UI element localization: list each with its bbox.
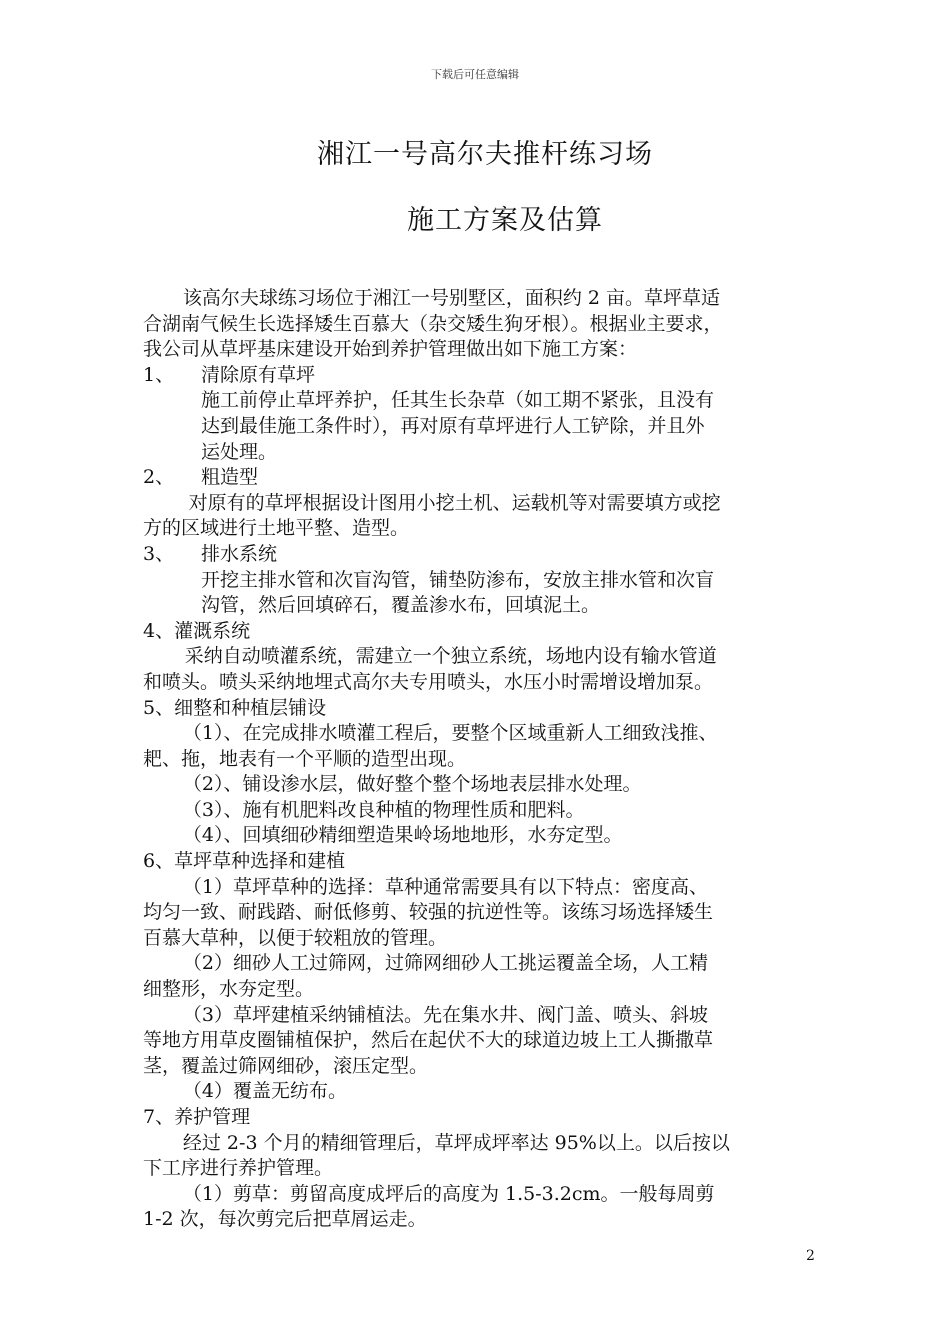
- section-line: （2）、铺设渗水层，做好整个整个场地表层排水处理。: [182, 773, 642, 796]
- section-line: 耙、拖，地表有一个平顺的造型出现。: [143, 747, 467, 770]
- section-line: 对原有的草坪根据设计图用小挖土机、运载机等对需要填方或挖: [188, 491, 721, 514]
- page-header: 下载后可任意编辑: [431, 68, 519, 81]
- section-number: 3、: [143, 542, 175, 565]
- section-line: 和喷头。喷头采纳地埋式高尔夫专用喷头，水压小时需增设增加泵。: [143, 670, 714, 693]
- section-line: （2）细砂人工过筛网，过筛网细砂人工挑运覆盖全场，人工精: [182, 952, 708, 975]
- section-heading: [143, 363, 823, 389]
- section-heading: 6、草坪草种选择和建植: [143, 850, 346, 873]
- section-line: 运处理。: [201, 440, 278, 463]
- section-heading: 5、细整和种植层铺设: [143, 696, 327, 719]
- section-line: （1）剪草：剪留高度成坪后的高度为 1.5-3.2cm。一般每周剪: [182, 1182, 715, 1205]
- section-line: 1-2 次，每次剪完后把草屑运走。: [143, 1208, 427, 1231]
- section-line: （1）草坪草种的选择：草种通常需要具有以下特点：密度高、: [182, 875, 708, 898]
- section-number: 1、: [143, 363, 175, 386]
- section-line: 下工序进行养护管理。: [143, 1157, 334, 1180]
- section-line: （3）草坪建植采纳铺植法。先在集水井、阀门盖、喷头、斜坡: [182, 1003, 708, 1026]
- document-title: 湘江一号高尔夫推杆练习场: [317, 139, 653, 170]
- section-line: （4）覆盖无纺布。: [182, 1080, 347, 1103]
- section-line: 施工前停止草坪养护，任其生长杂草（如工期不紧张，且没有: [201, 389, 715, 412]
- section-heading: [143, 542, 823, 568]
- section-title: 排水系统: [201, 542, 278, 565]
- section-line: 采纳自动喷灌系统，需建立一个独立系统，场地内设有输水管道: [184, 645, 717, 668]
- intro-line: 该高尔夫球练习场位于湘江一号别墅区，面积约 2 亩。草坪草适: [182, 287, 721, 309]
- section-line: （1）、在完成排水喷灌工程后，要整个区域重新人工细致浅推、: [182, 722, 718, 745]
- section-line: 开挖主排水管和次盲沟管，铺垫防渗布，安放主排水管和次盲: [201, 568, 715, 591]
- section-line: 百慕大草种，以便于较粗放的管理。: [143, 926, 448, 949]
- document-body: [143, 286, 823, 1233]
- section-title: 粗造型: [201, 466, 259, 489]
- section-line: （4）、回填细砂精细塑造果岭场地地形，水夯定型。: [182, 824, 623, 847]
- section-heading: 7、养护管理: [143, 1106, 251, 1128]
- section-line: 细整形，水夯定型。: [143, 978, 315, 1001]
- section-line: 等地方用草皮圈铺植保护，然后在起伏不大的球道边坡上工人撕撒草: [143, 1029, 714, 1052]
- section-line: 沟管，然后回填碎石，覆盖渗水布，回填泥土。: [201, 594, 601, 617]
- section-line: 茎，覆盖过筛网细砂，滚压定型。: [143, 1054, 429, 1077]
- section-line: （3）、施有机肥料改良种植的物理性质和肥料。: [182, 798, 585, 821]
- section-number: 2、: [143, 466, 175, 489]
- section-line: 经过 2-3 个月的精细管理后，草坪成坪率达 95%以上。以后按以: [182, 1131, 730, 1154]
- page-number: 2: [806, 1248, 815, 1264]
- section-line: 方的区域进行土地平整、造型。: [143, 517, 410, 540]
- section-line: 均匀一致、耐践踏、耐低修剪、较强的抗逆性等。该练习场选择矮生: [143, 901, 714, 924]
- document-subtitle: 施工方案及估算: [407, 205, 603, 236]
- intro-line: 合湖南气候生长选择矮生百慕大（杂交矮生狗牙根）。根据业主要求，: [143, 312, 723, 335]
- section-heading: [143, 465, 823, 491]
- section-line: 达到最佳施工条件时），再对原有草坪进行人工铲除，并且外: [201, 414, 705, 437]
- intro-line: 我公司从草坪基床建设开始到养护管理做出如下施工方案：: [143, 338, 638, 361]
- section-heading: 4、灌溉系统: [143, 619, 251, 642]
- section-title: 清除原有草坪: [201, 363, 316, 386]
